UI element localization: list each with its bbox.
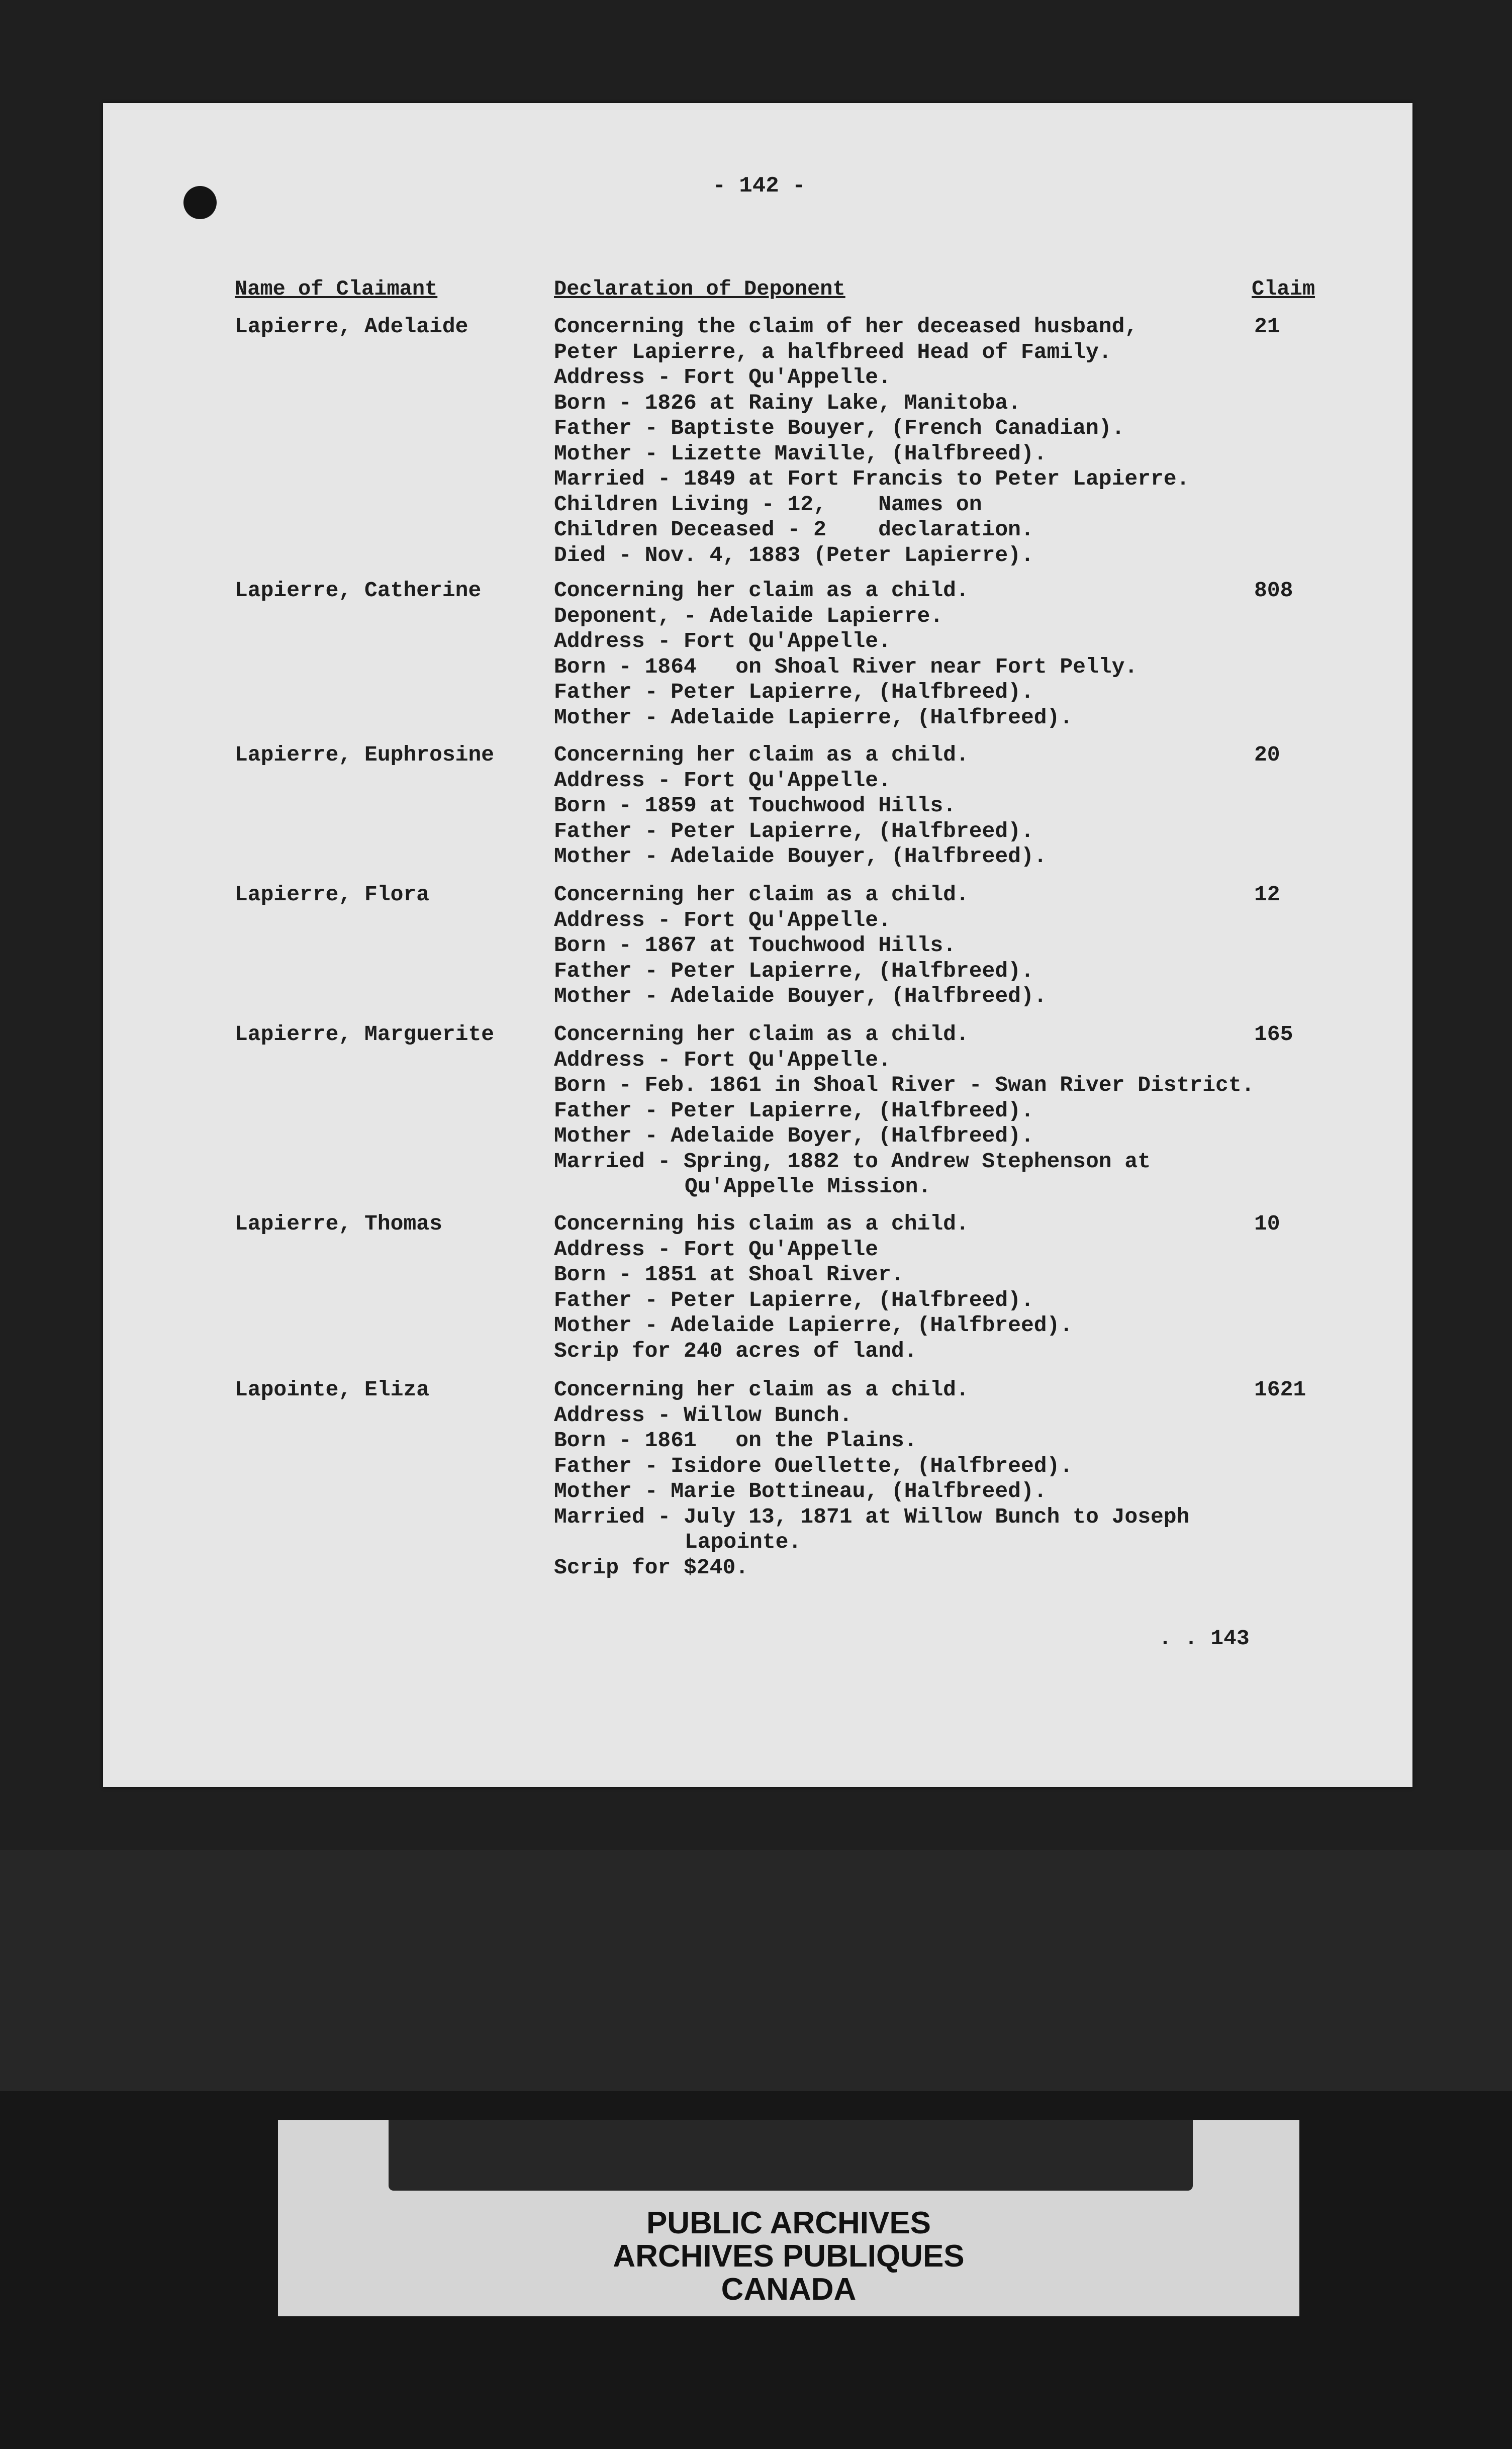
declaration-text bbox=[554, 742, 1248, 870]
declaration-line: Father - Isidore Ouellette, (Halfbreed). bbox=[554, 1453, 1073, 1478]
declaration-line: Qu'Appelle Mission. bbox=[685, 1174, 931, 1199]
declaration-line: Concerning her claim as a child. bbox=[554, 1022, 969, 1047]
declaration-line: Born - 1826 at Rainy Lake, Manitoba. bbox=[554, 390, 1021, 415]
claim-number: 1621 bbox=[1254, 1377, 1306, 1402]
declaration-line: Address - Willow Bunch. bbox=[554, 1402, 853, 1428]
stamp-notch bbox=[389, 2120, 1193, 2191]
claimant-name: Lapierre, Marguerite bbox=[235, 1022, 495, 1047]
declaration-line: Concerning the claim of her deceased husband, bbox=[554, 314, 1138, 339]
declaration-line: Children Living - 12, Names on bbox=[554, 492, 982, 517]
scanner-background-middle bbox=[0, 1850, 1512, 2091]
claimant-name: Lapointe, Eliza bbox=[235, 1377, 430, 1402]
continuation-page-ref: . . 143 bbox=[1159, 1626, 1250, 1651]
declaration-line: Born - Feb. 1861 in Shoal River - Swan River District. bbox=[554, 1073, 1255, 1097]
claim-number: 20 bbox=[1254, 742, 1280, 767]
claim-number: 808 bbox=[1254, 578, 1293, 603]
declaration-line: Concerning her claim as a child. bbox=[554, 1377, 969, 1402]
claim-number: 12 bbox=[1254, 882, 1280, 907]
archives-stamp bbox=[278, 2120, 1299, 2316]
declaration-text bbox=[554, 1211, 1248, 1364]
declaration-line: Address - Fort Qu'Appelle. bbox=[554, 1047, 891, 1072]
stamp-line-country: CANADA bbox=[721, 2272, 857, 2307]
declaration-line: Deponent, - Adelaide Lapierre. bbox=[554, 603, 943, 628]
declaration-text bbox=[554, 314, 1248, 568]
declaration-line: Mother - Lizette Maville, (Halfbreed). bbox=[554, 441, 1047, 466]
stamp-line-french: ARCHIVES PUBLIQUES bbox=[613, 2239, 965, 2274]
stamp-text bbox=[278, 2207, 1299, 2306]
declaration-line: Married - Spring, 1882 to Andrew Stephenson at bbox=[554, 1149, 1151, 1174]
claimant-name: Lapierre, Catherine bbox=[235, 578, 482, 603]
document-page bbox=[103, 103, 1412, 1787]
declaration-line: Born - 1861 on the Plains. bbox=[554, 1428, 917, 1453]
declaration-line: Married - July 13, 1871 at Willow Bunch to Joseph bbox=[554, 1504, 1190, 1529]
declaration-line: Father - Baptiste Bouyer, (French Canadian). bbox=[554, 416, 1125, 440]
declaration-line: Father - Peter Lapierre, (Halfbreed). bbox=[554, 958, 1034, 983]
declaration-line: Concerning her claim as a child. bbox=[554, 742, 969, 767]
declaration-line: Scrip for 240 acres of land. bbox=[554, 1338, 917, 1363]
claim-number: 10 bbox=[1254, 1211, 1280, 1236]
declaration-line: Mother - Adelaide Lapierre, (Halfbreed). bbox=[554, 705, 1073, 730]
declaration-line: Father - Peter Lapierre, (Halfbreed). bbox=[554, 818, 1034, 843]
declaration-line: Father - Peter Lapierre, (Halfbreed). bbox=[554, 1287, 1034, 1312]
declaration-line: Address - Fort Qu'Appelle. bbox=[554, 365, 891, 390]
declaration-line: Mother - Adelaide Bouyer, (Halfbreed). bbox=[554, 984, 1047, 1008]
page-number: - 142 - bbox=[712, 173, 806, 199]
declaration-line: Mother - Marie Bottineau, (Halfbreed). bbox=[554, 1479, 1047, 1503]
declaration-line: Mother - Adelaide Boyer, (Halfbreed). bbox=[554, 1123, 1034, 1148]
header-name-of-claimant: Name of Claimant bbox=[235, 277, 438, 301]
declaration-line: Children Deceased - 2 declaration. bbox=[554, 517, 1034, 542]
declaration-line: Father - Peter Lapierre, (Halfbreed). bbox=[554, 1098, 1034, 1123]
declaration-text bbox=[554, 1022, 1255, 1200]
declaration-line: Born - 1859 at Touchwood Hills. bbox=[554, 793, 956, 818]
declaration-line: Address - Fort Qu'Appelle. bbox=[554, 907, 891, 932]
claimant-name: Lapierre, Adelaide bbox=[235, 314, 468, 339]
declaration-line: Concerning her claim as a child. bbox=[554, 882, 969, 907]
declaration-line: Mother - Adelaide Bouyer, (Halfbreed). bbox=[554, 844, 1047, 869]
declaration-line: Concerning his claim as a child. bbox=[554, 1211, 969, 1236]
declaration-line: Address - Fort Qu'Appelle. bbox=[554, 629, 891, 653]
declaration-line: Born - 1864 on Shoal River near Fort Pelly. bbox=[554, 654, 1138, 679]
declaration-line: Lapointe. bbox=[685, 1530, 802, 1554]
declaration-line: Married - 1849 at Fort Francis to Peter Lapierre. bbox=[554, 466, 1190, 491]
header-declaration-of-deponent: Declaration of Deponent bbox=[554, 277, 845, 301]
claim-number: 165 bbox=[1254, 1022, 1293, 1047]
punch-hole bbox=[183, 186, 217, 219]
claimant-name: Lapierre, Thomas bbox=[235, 1211, 442, 1236]
declaration-line: Born - 1867 at Touchwood Hills. bbox=[554, 933, 956, 958]
stamp-line-english: PUBLIC ARCHIVES bbox=[646, 2206, 931, 2240]
claimant-name: Lapierre, Euphrosine bbox=[235, 742, 495, 767]
declaration-line: Concerning her claim as a child. bbox=[554, 578, 969, 603]
declaration-line: Mother - Adelaide Lapierre, (Halfbreed). bbox=[554, 1313, 1073, 1338]
claim-number: 21 bbox=[1254, 314, 1280, 339]
declaration-line: Peter Lapierre, a halfbreed Head of Family. bbox=[554, 339, 1112, 364]
declaration-line: Address - Fort Qu'Appelle bbox=[554, 1237, 879, 1262]
declaration-text bbox=[554, 882, 1248, 1009]
declaration-text bbox=[554, 1377, 1248, 1580]
declaration-line: Born - 1851 at Shoal River. bbox=[554, 1262, 904, 1287]
header-claim: Claim bbox=[1252, 277, 1315, 301]
declaration-line: Father - Peter Lapierre, (Halfbreed). bbox=[554, 680, 1034, 704]
declaration-line: Scrip for $240. bbox=[554, 1555, 749, 1580]
declaration-line: Address - Fort Qu'Appelle. bbox=[554, 768, 891, 793]
declaration-text bbox=[554, 578, 1248, 730]
claimant-name: Lapierre, Flora bbox=[235, 882, 430, 907]
declaration-line: Died - Nov. 4, 1883 (Peter Lapierre). bbox=[554, 542, 1034, 568]
